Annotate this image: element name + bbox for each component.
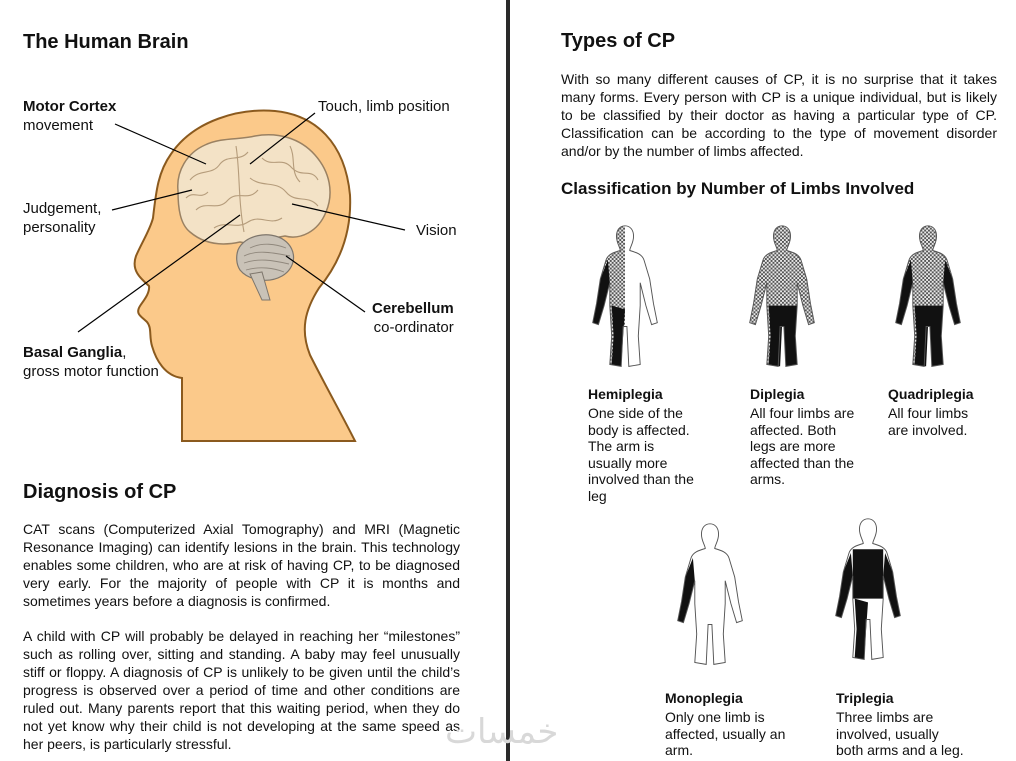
diplegia-figure: [742, 222, 822, 374]
triplegia-torso-fill: [853, 549, 883, 598]
vision-label: Vision: [416, 222, 457, 239]
classification-title: Classification by Number of Limbs Involved: [561, 179, 915, 198]
triplegia-name: Triplegia: [836, 690, 894, 706]
types-title: Types of CP: [561, 30, 676, 52]
monoplegia-name: Monoplegia: [665, 690, 743, 706]
quadriplegia-figure: [888, 222, 968, 374]
quadriplegia-legs: [915, 306, 944, 367]
basal-ganglia-label: Basal Ganglia: [23, 344, 123, 361]
cerebellum: [237, 235, 294, 280]
cerebellum-sub: co-ordinator: [373, 319, 454, 336]
touch-label: Touch, limb position: [318, 98, 450, 115]
watermark: خمسات: [445, 713, 559, 751]
motor-cortex-sub: movement: [23, 117, 94, 134]
diplegia-desc: All four limbs are affected. Both legs are more affected than the arms.: [750, 405, 855, 487]
hemiplegia-figure: [585, 222, 665, 374]
brain-cerebrum: [178, 135, 330, 244]
monoplegia-figure: [670, 520, 750, 672]
triplegia-desc: Three limbs are involved, usually both arms and a leg.: [836, 709, 964, 758]
basal-ganglia-comma: ,: [122, 344, 127, 361]
motor-cortex-label: Motor Cortex: [23, 98, 117, 115]
basal-ganglia-sub: gross motor function: [23, 363, 159, 380]
hemiplegia-name: Hemiplegia: [588, 386, 663, 402]
cerebellum-label: Cerebellum: [372, 300, 454, 317]
page-divider: [506, 0, 510, 761]
monoplegia-desc: Only one limb is affected, usually an arm.: [665, 709, 786, 758]
brain-title: The Human Brain: [23, 31, 189, 53]
diagnosis-paragraph-1: CAT scans (Computerized Axial Tomography) and MRI (Magnetic Resonance Imaging) can identify lesions in the brain. This technology enables some children, who are at risk of having CP, to be diagnosed very early. For the majority of people with CP it is months and sometimes years before a diagnosis is confirmed.: [23, 521, 460, 609]
types-intro: With so many different causes of CP, it is no surprise that it takes many forms. Every person with CP is a unique individual, but is likely to be classified by their doctor as having a particular type of CP. Classification can be according to the type of movement disorder and/or by the number of limbs affected.: [561, 71, 997, 159]
diagnosis-paragraph-2: A child with CP will probably be delayed in reaching her “milestones” such as rolling over, sitting and standing. A baby may feel unusually stiff or floppy. A diagnosis of CP is unlikely to be given until the child’s progress is observed over a period of time and other conditions are ruled out. Many parents report that this waiting period, when they do not yet know why their child is not developing at the same speed as her peers, is particularly stressful.: [23, 628, 460, 752]
quadriplegia-desc: All four limbs are involved.: [888, 405, 969, 438]
judgement-label-1: Judgement,: [23, 200, 102, 217]
diplegia-legs: [769, 306, 798, 367]
diagnosis-title: Diagnosis of CP: [23, 481, 177, 503]
diplegia-name: Diplegia: [750, 386, 805, 402]
quadriplegia-name: Quadriplegia: [888, 386, 974, 402]
triplegia-figure: [828, 515, 908, 667]
hemiplegia-desc: One side of the body is affected. The arm is usually more involved than the leg: [588, 405, 694, 504]
judgement-label-2: personality: [23, 219, 96, 236]
